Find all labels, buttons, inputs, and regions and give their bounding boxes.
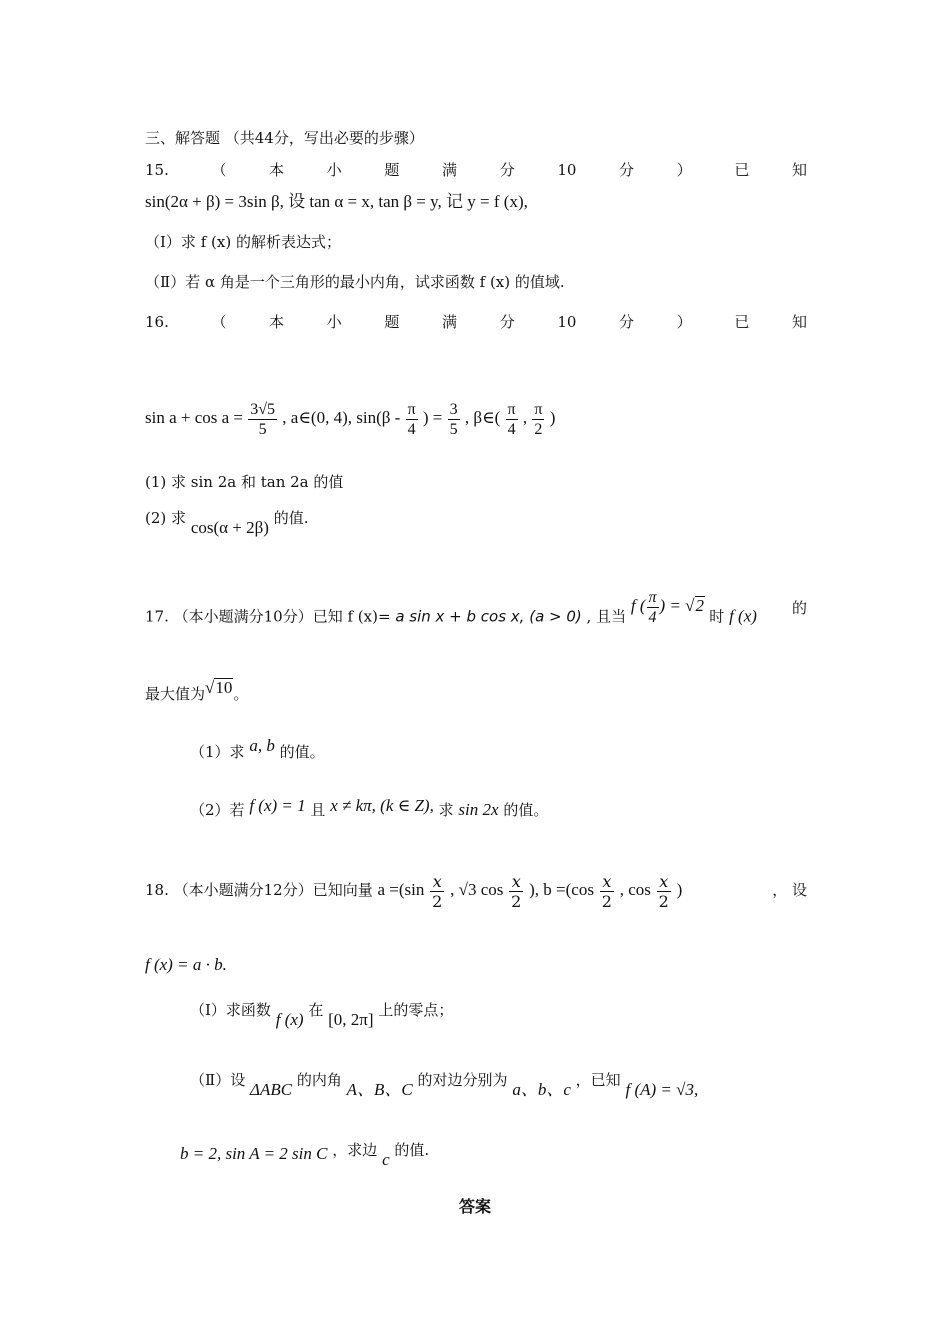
q18-frac-2: $\frac{x}{2}$ xyxy=(511,871,522,911)
q17-header: 17. （本小题满分10分）已知 f (x)= a sin x + b cos x, (a > 0) , 且当 f ( $\frac{\pi}{4}$ ) = √2 时 f (x) 的 xyxy=(145,589,807,626)
q18-line-2: f (x) = a · b. xyxy=(145,955,227,974)
q17-part-2: （2）若 f (x) = 1 且 x ≠ kπ, (k ∈ Z), 求 sin 2x 的值。 xyxy=(190,796,549,819)
q17-part-1: （1）求 a, b 的值。 xyxy=(190,736,325,761)
q16-condition: sin a + cos a = $\frac{3√5}{5}$ , a∈(0, 4), sin(β - $\frac{\pi}{4}$ ) = $\frac{3}{5}$ , β∈( $\frac{\pi}{4}$ , $\frac{\pi}{2}$ ) xyxy=(145,400,556,438)
q15-header: 15. （ 本 小 题 满 分 10 分 ） 已 知 xyxy=(145,161,807,179)
q16-frac-5: $\frac{\pi}{2}$ xyxy=(534,400,543,438)
q16-part-2: (2) 求 cos(α + 2β) 的值. xyxy=(145,509,309,537)
q15-part-2: （Ⅱ）若 α 角是一个三角形的最小内角，试求函数 f (x) 的值域. xyxy=(145,273,565,291)
q18-frac-3: $\frac{x}{2}$ xyxy=(601,871,612,911)
q18-part-2: （Ⅱ）设 ΔABC 的内角 A、B、C 的对边分别为 a、b、c ，已知 f (A) = √3, xyxy=(190,1071,699,1099)
q16-part-1: (1) 求 sin 2a 和 tan 2a 的值 xyxy=(145,473,344,491)
q15-condition: sin(2α + β) = 3sin β, 设 tan α = x, tan β = y, 记 y = f (x), xyxy=(145,192,528,211)
q16-frac-4: $\frac{\pi}{4}$ xyxy=(507,400,516,438)
q18-frac-1: $\frac{x}{2}$ xyxy=(432,871,443,911)
q18-frac-4: $\frac{x}{2}$ xyxy=(658,871,669,911)
q15-number: 15. xyxy=(145,161,169,179)
q17-frac: $\frac{\pi}{4}$ xyxy=(648,589,657,626)
q16-header: 16. （ 本 小 题 满 分 10 分 ） 已 知 xyxy=(145,313,807,331)
q17-line-2: 最大值为√10。 xyxy=(145,678,249,703)
q18-line-4: b = 2, sin A = 2 sin C ，求边 c 的值. xyxy=(180,1141,430,1169)
q18-header: 18. （本小题满分12分）已知向量 a =(sin $\frac{x}{2}$ , √3 cos $\frac{x}{2}$ ), b =(cos $\frac{x}{2}$ , cos $\frac{x}{2}$ ) ， 设 xyxy=(145,871,807,911)
q18-part-1: （Ⅰ）求函数 f (x) 在 [0, 2π] 上的零点； xyxy=(190,1001,454,1029)
q16-frac-2: $\frac{\pi}{4}$ xyxy=(407,400,416,438)
q16-frac-1: $\frac{3√5}{5}$ xyxy=(250,400,276,438)
q15-part-1: （Ⅰ）求 f (x) 的解析表达式； xyxy=(145,233,341,251)
q16-number: 16. xyxy=(145,313,169,331)
answer-heading: 答案 xyxy=(458,1197,491,1216)
q16-frac-3: $\frac{3}{5}$ xyxy=(449,400,458,438)
section-heading: 三、解答题 （共44分，写出必要的步骤） xyxy=(145,129,424,147)
